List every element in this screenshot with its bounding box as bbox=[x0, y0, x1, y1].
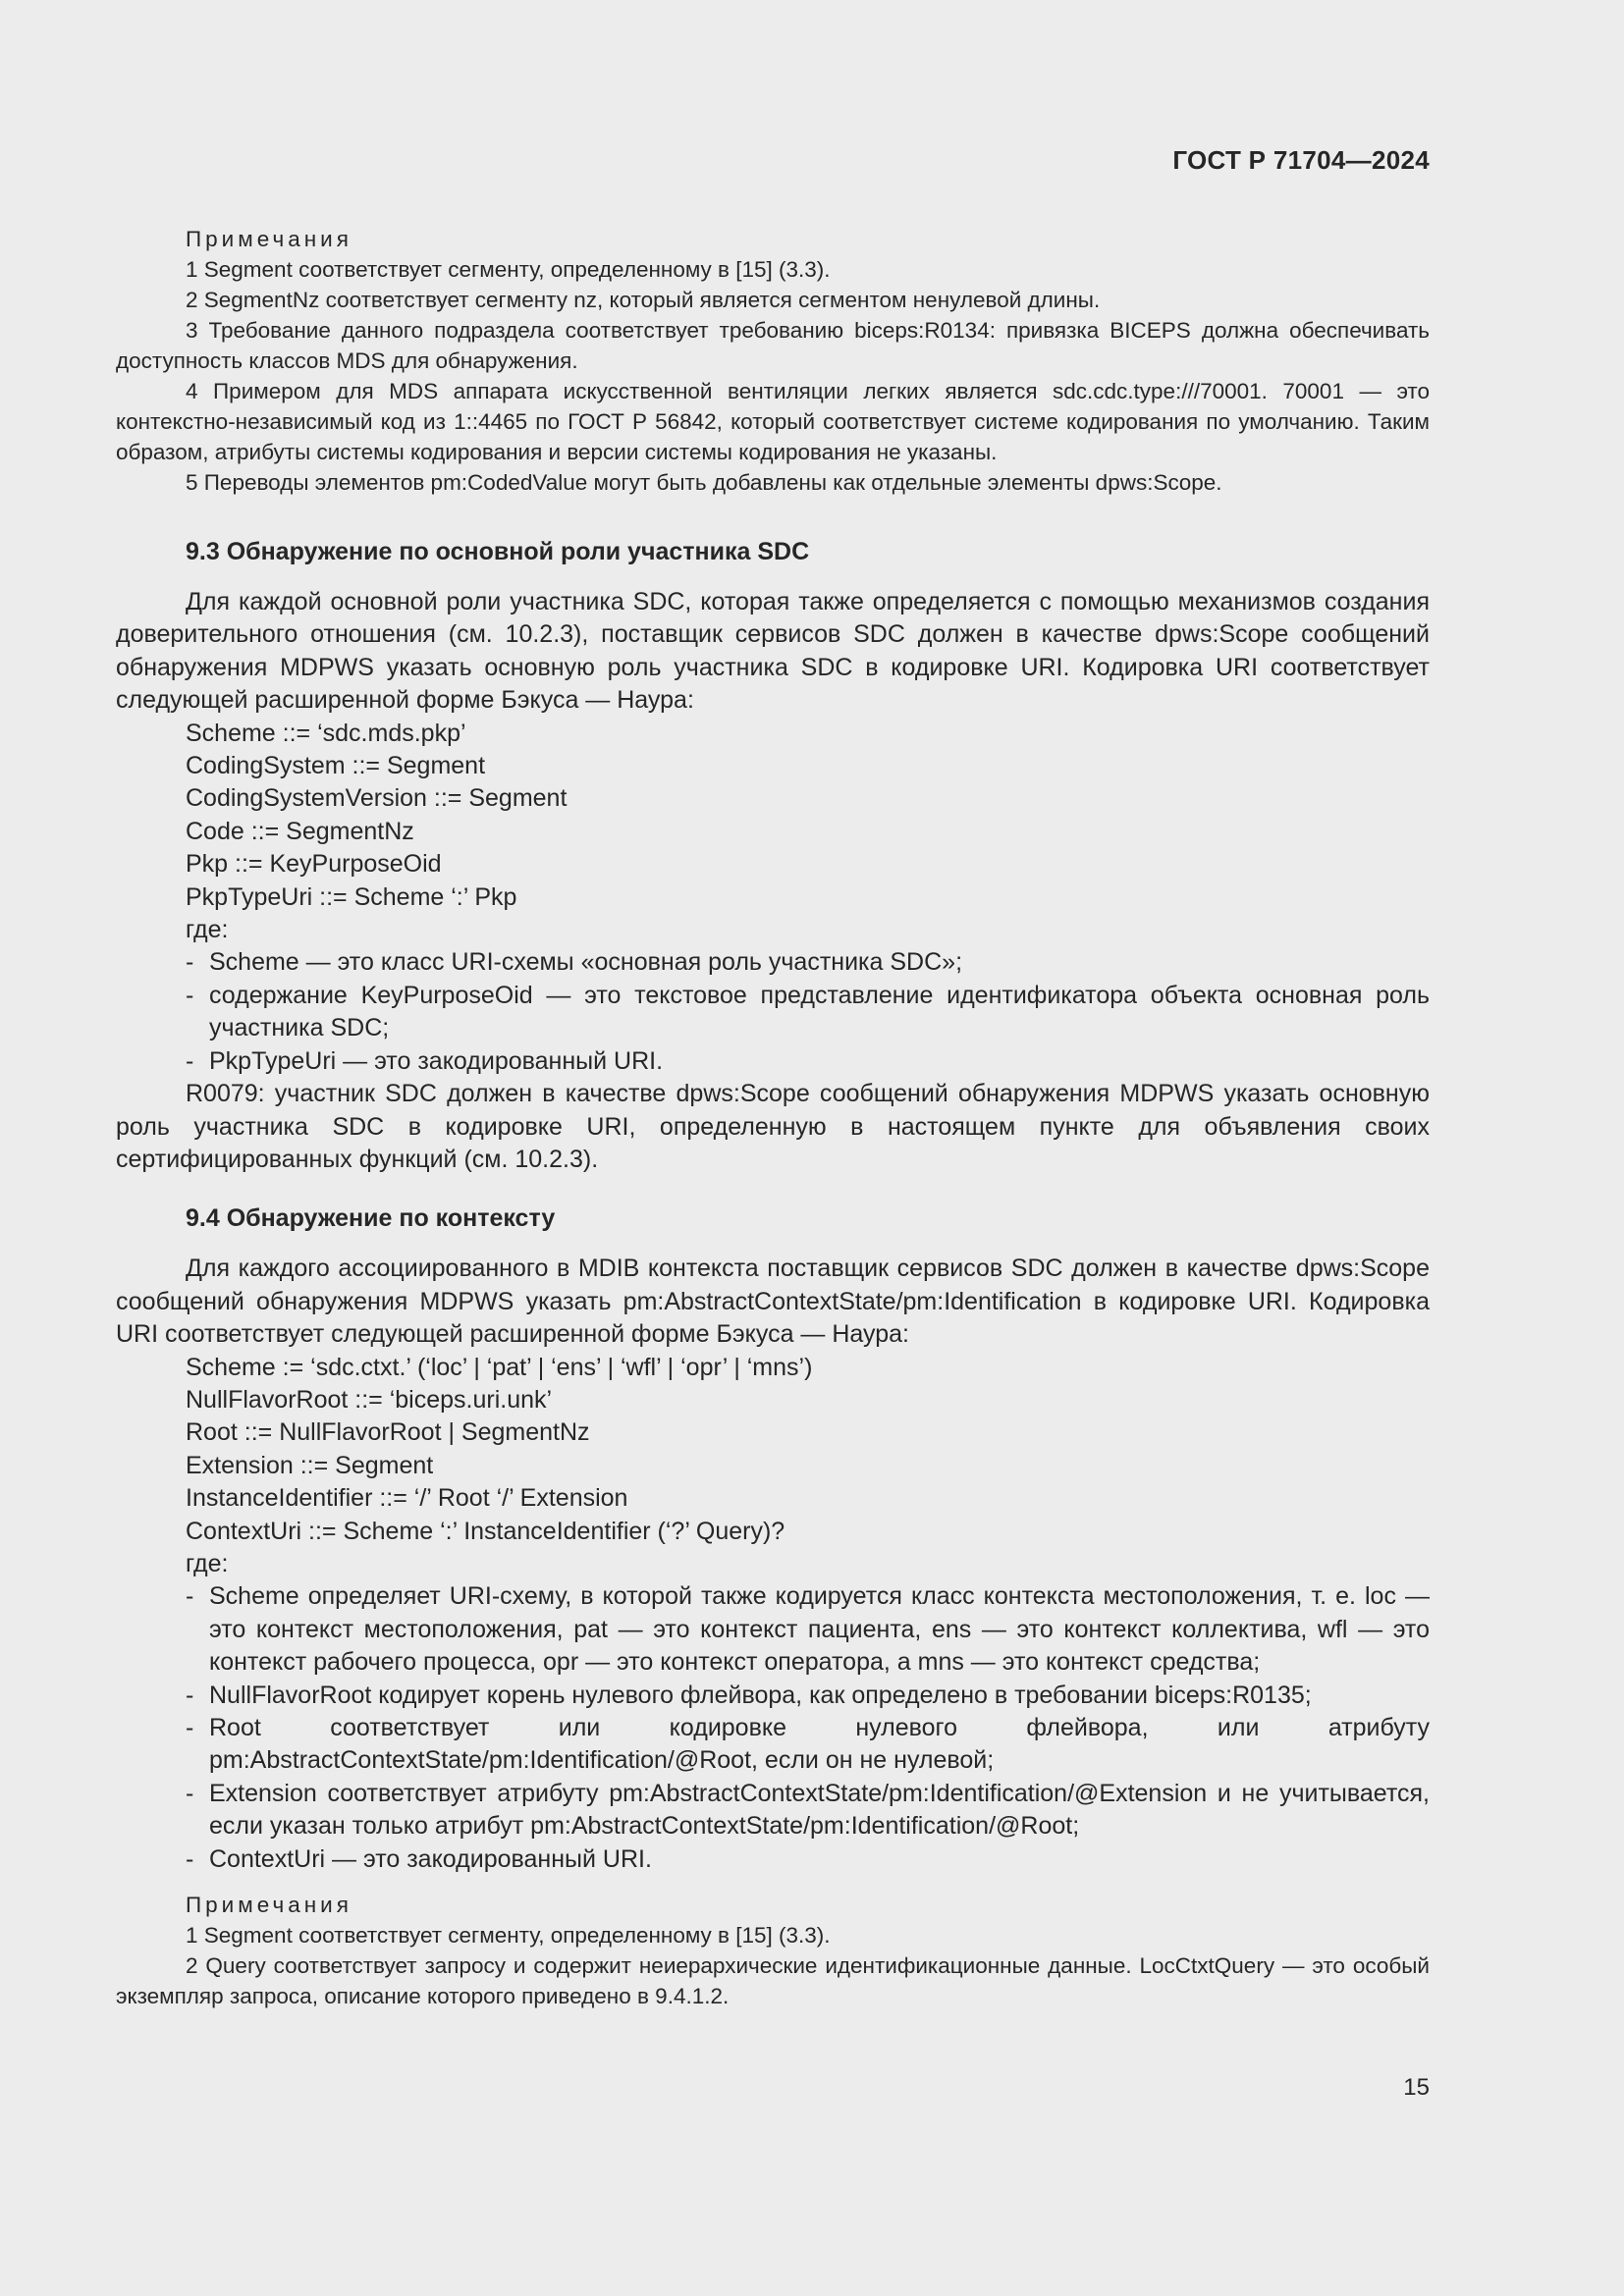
bnf-line: NullFlavorRoot ::= ‘biceps.uri.unk’ bbox=[186, 1385, 553, 1414]
dash-marker: - bbox=[186, 1714, 194, 1741]
bnf-line: Scheme ::= ‘sdc.mds.pkp’ bbox=[186, 719, 466, 747]
list-item bbox=[186, 980, 1430, 1045]
list-item-text: Extension соответствует атрибуту pm:AbstractContextState/pm:Identification/@Extension и не учитывается, если указан только атрибут pm:AbstractContextState/pm:Identification/@Root; bbox=[209, 1779, 1430, 1841]
requirement-text: R0079: участник SDC должен в качестве dpws:Scope сообщений обнаружения MDPWS указать основную роль участника SDC в кодировке URI, определенную в настоящем пункте для объявления своих сертифицированных функций (см. 10.2.3). bbox=[116, 1080, 1430, 1173]
list-item bbox=[186, 1712, 1430, 1778]
notes-block-2 bbox=[116, 1890, 1430, 2011]
note-item: 5 Переводы элементов pm:CodedValue могут быть добавлены как отдельные элементы dpws:Scope. bbox=[186, 470, 1222, 495]
bnf-line: CodingSystemVersion ::= Segment bbox=[186, 784, 568, 813]
note-item: 3 Требование данного подраздела соответствует требованию biceps:R0134: привязка BICEPS должна обеспечивать доступность классов MDS для обнаружения. bbox=[116, 318, 1430, 373]
bnf-line: Pkp ::= KeyPurposeOid bbox=[186, 850, 442, 879]
note-item: 2 Query соответствует запросу и содержит неиерархические идентификационные данные. LocCtxtQuery — это особый экземпляр запроса, описание которого приведено в 9.4.1.2. bbox=[116, 1953, 1430, 2009]
notes-label: Примечания bbox=[186, 1893, 352, 1918]
note-item: 2 SegmentNz соответствует сегменту nz, который является сегментом ненулевой длины. bbox=[186, 288, 1101, 312]
section-title: 9.4 Обнаружение по контексту bbox=[186, 1204, 556, 1233]
dash-marker: - bbox=[186, 1582, 194, 1611]
note-item: 1 Segment соответствует сегменту, определенному в [15] (3.3). bbox=[186, 257, 831, 282]
list-item-text: Scheme — это класс URI-схемы «основная роль участника SDC»; bbox=[209, 948, 963, 977]
dash-marker: - bbox=[186, 1046, 194, 1075]
bnf-line: Extension ::= Segment bbox=[186, 1451, 434, 1479]
list-item-text: ContextUri — это закодированный URI. bbox=[209, 1844, 652, 1873]
bnf-line: Code ::= SegmentNz bbox=[186, 817, 414, 845]
dash-marker: - bbox=[186, 981, 194, 1009]
list-item bbox=[186, 1843, 1430, 1876]
section-9-3 bbox=[116, 535, 1430, 1176]
section-intro: Для каждого ассоциированного в MDIB контекста поставщик сервисов SDC должен в качестве dpws:Scope сообщений обнаружения MDPWS указать pm:AbstractContextState/pm:Identification в кодировке URI. Кодировка URI соответствует следующей расширенной форме Бэкуса — Наура: bbox=[116, 1255, 1430, 1349]
bnf-line: Scheme := ‘sdc.ctxt.’ (‘loc’ | ‘pat’ | ‘ens’ | ‘wfl’ | ‘opr’ | ‘mns’) bbox=[186, 1353, 813, 1381]
page-number: 15 bbox=[1403, 2074, 1430, 2101]
document-id: ГОСТ Р 71704—2024 bbox=[1172, 145, 1430, 175]
section-intro: Для каждой основной роли участника SDC, которая также определяется с помощью механизмов создания доверительного отношения (см. 10.2.3), поставщик сервисов SDC должен в качестве dpws:Scope сообщений обнаружения MDPWS указать основную роль участника SDC в кодировке URI. Кодировка URI соответствует следующей расширенной форме Бэкуса — Наура: bbox=[116, 588, 1430, 715]
bnf-line: InstanceIdentifier ::= ‘/’ Root ‘/’ Extension bbox=[186, 1484, 628, 1513]
notes-label: Примечания bbox=[186, 227, 352, 251]
bnf-line: Root ::= NullFlavorRoot | SegmentNz bbox=[186, 1418, 590, 1447]
dash-marker: - bbox=[186, 1779, 194, 1807]
bnf-line: PkpTypeUri ::= Scheme ‘:’ Pkp bbox=[186, 882, 517, 911]
list-item bbox=[186, 946, 1430, 979]
note-item: 4 Примером для MDS аппарата искусственной вентиляции легких является sdc.cdc.type:///70001. 70001 — это контекстно-независимый код из 1::4465 по ГОСТ Р 56842, который соответствует системе кодирования по умолчанию. Таким образом, атрибуты системы кодирования и версии системы кодирования не указаны. bbox=[116, 379, 1430, 464]
list-item-text: Root соответствует или кодировке нулевого флейвора, или атрибуту pm:AbstractContextState/pm:Identification/@Root, если он не нулевой; bbox=[209, 1714, 1430, 1775]
list-item bbox=[186, 1580, 1430, 1679]
list-item-text: содержание KeyPurposeOid — это текстовое представление идентификатора объекта основная роль участника SDC; bbox=[209, 981, 1430, 1042]
list-item-text: PkpTypeUri — это закодированный URI. bbox=[209, 1046, 664, 1075]
dash-marker: - bbox=[186, 1844, 194, 1873]
list-item bbox=[186, 1680, 1430, 1712]
list-item-text: NullFlavorRoot кодирует корень нулевого флейвора, как определено в требовании biceps:R0135; bbox=[209, 1681, 1312, 1709]
list-item-text: Scheme определяет URI-схему, в которой также кодируется класс контекста местоположения, т. е. loc — это контекст местоположения, pat — это контекст пациента, ens — это контекст коллектива, wfl — это контекст рабочего процесса, opr — это контекст оператора, а mns — это контекст средства; bbox=[209, 1582, 1430, 1677]
notes-block-1 bbox=[116, 224, 1430, 498]
note-item: 1 Segment соответствует сегменту, определенному в [15] (3.3). bbox=[186, 1923, 831, 1949]
section-title: 9.3 Обнаружение по основной роли участника SDC bbox=[186, 538, 810, 565]
list-item bbox=[186, 1778, 1430, 1843]
where-label: где: bbox=[186, 916, 229, 944]
section-9-4 bbox=[116, 1201, 1430, 1876]
document-body bbox=[116, 224, 1430, 2011]
dash-marker: - bbox=[186, 1681, 194, 1709]
list-item bbox=[186, 1045, 1430, 1078]
bnf-line: ContextUri ::= Scheme ‘:’ InstanceIdentifier (‘?’ Query)? bbox=[186, 1517, 785, 1545]
where-label: где: bbox=[186, 1549, 229, 1577]
bnf-line: CodingSystem ::= Segment bbox=[186, 752, 486, 780]
dash-marker: - bbox=[186, 948, 194, 977]
